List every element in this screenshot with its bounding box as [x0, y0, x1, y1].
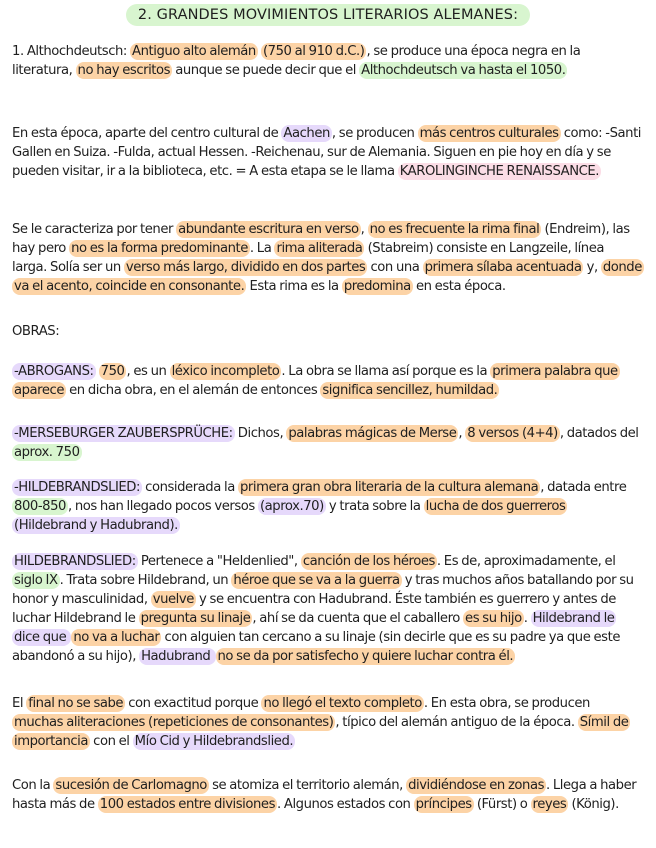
- text-run: . Llega a haber hasta más de: [12, 778, 637, 812]
- text-run: aunque se puede decir que el: [172, 63, 360, 78]
- highlight: no hay escritos: [77, 63, 171, 78]
- text-run: , datada entre: [540, 480, 627, 495]
- highlight: dividiéndose en zonas: [408, 778, 545, 793]
- text-run: , es un: [126, 364, 170, 379]
- text-run: . Trata sobre Hildebrand, un: [59, 573, 232, 588]
- highlight: donde va el acento, coincide en consonante.: [14, 260, 642, 294]
- text-run: Esta rima es la: [246, 279, 342, 294]
- highlight: HILDEBRANDSLIED:: [14, 554, 136, 569]
- highlight: lucha de dos guerreros: [425, 499, 566, 514]
- highlight: primera gran obra literaria de la cultura alemana: [240, 480, 539, 495]
- text-run: . Algunos estados con: [277, 797, 414, 812]
- text-run: , datados del: [559, 426, 639, 441]
- text-run: . La obra se llama así porque es la: [281, 364, 491, 379]
- highlight: Antiguo alto alemán: [132, 44, 256, 59]
- highlight: no se da por satisfecho y quiere luchar contra él.: [217, 649, 514, 664]
- highlight: no es la forma predominante: [71, 241, 248, 256]
- text-run: ,: [458, 426, 466, 441]
- text-run: . Es de, aproximadamente, el: [436, 554, 616, 569]
- highlight: léxico incompleto: [171, 364, 280, 379]
- text-run: considerada la: [142, 480, 238, 495]
- paragraph-althochdeutsch: [12, 42, 642, 80]
- highlight: pregunta su linaje: [140, 611, 251, 626]
- text-run: en dicha obra, en el alemán de entonces: [66, 383, 321, 398]
- text-run: (Fürst) o: [473, 797, 531, 812]
- highlight: no es frecuente la rima final: [369, 222, 540, 237]
- text-run: en esta época.: [412, 279, 506, 294]
- text-run: .: [523, 611, 531, 626]
- text-run: Con la: [12, 778, 54, 793]
- text-run: (König).: [568, 797, 619, 812]
- text-run: con alguien tan cercano a su linaje (sin decirle que es su padre ya que este abandonó a su hijo),: [12, 630, 620, 664]
- highlight: Althochdeutsch va hasta el 1050.: [361, 63, 566, 78]
- highlight: más centros culturales: [419, 126, 559, 141]
- page-title: 2. GRANDES MOVIMIENTOS LITERARIOS ALEMANES:: [126, 4, 530, 26]
- paragraph-final: [12, 694, 642, 751]
- highlight: no va a luchar: [73, 630, 160, 645]
- text-run: . En esta obra, se producen: [423, 696, 590, 711]
- highlight: 750: [100, 364, 125, 379]
- highlight: siglo IX: [14, 573, 58, 588]
- highlight: (750 al 910 d.C.): [262, 44, 365, 59]
- title-row: [0, 4, 656, 26]
- text-run: ,: [360, 222, 368, 237]
- highlight: 8 versos (4+4): [467, 426, 558, 441]
- highlight: -HILDEBRANDSLIED:: [14, 480, 141, 495]
- highlight: 100 estados entre divisiones: [99, 797, 276, 812]
- paragraph-hildebrandslied-intro: [12, 478, 642, 535]
- highlight: Aachen: [283, 126, 330, 141]
- text-run: y se encuentra con Hadubrand. Éste también es guerrero y antes de luchar Hildebrand le: [12, 592, 616, 626]
- text-run: El: [12, 696, 27, 711]
- highlight: muchas aliteraciones (repeticiones de consonantes): [14, 715, 334, 730]
- highlight: es su hijo: [465, 611, 522, 626]
- text-run: con el: [90, 734, 133, 749]
- highlight: Mío Cid y Hildebrandslied.: [134, 734, 294, 749]
- text-run: En esta época, aparte del centro cultural de: [12, 126, 282, 141]
- text-run: Se le caracteriza por tener: [12, 222, 177, 237]
- highlight: canción de los héroes: [302, 554, 435, 569]
- highlight: (aprox.70): [259, 499, 324, 514]
- paragraph-hildebrandslied: [12, 552, 642, 666]
- highlight: rima aliterada: [276, 241, 363, 256]
- highlight: aprox. 750: [14, 445, 80, 460]
- highlight: abundante escritura en verso: [178, 222, 359, 237]
- highlight: Hildebrand le dice que: [14, 611, 615, 645]
- paragraph-carlomagno: [12, 776, 642, 814]
- text-run: 1. Althochdeutsch:: [12, 44, 131, 59]
- highlight: sucesión de Carlomagno: [55, 778, 207, 793]
- text-run: , ahí se da cuenta que el caballero: [252, 611, 464, 626]
- text-run: (Endreim), las hay pero: [12, 222, 630, 256]
- text-run: (Stabreim) consiste en Langzeile, línea larga. Solía ser un: [12, 241, 604, 275]
- text-run: , nos han llegado pocos versos: [67, 499, 258, 514]
- paragraph-merseburger: [12, 424, 642, 462]
- text-run: se atomiza el territorio alemán,: [208, 778, 407, 793]
- highlight: verso más largo, dividido en dos partes: [125, 260, 366, 275]
- text-run: como: -Santi Gallen en Suiza. -Fulda, actual Hessen. -Reichenau, sur de Alemania. Siguen en pie hoy en día y se pueden visitar, ir a la biblioteca, etc. = A esta etapa se le llama: [12, 126, 642, 179]
- text-run: y tras muchos años batallando por su honor y masculinidad,: [12, 573, 634, 607]
- highlight: -MERSEBURGER ZAUBERSPRÜCHE:: [14, 426, 233, 441]
- text-run: , se produce una época negra en la literatura,: [12, 44, 581, 78]
- text-run: con una: [367, 260, 423, 275]
- paragraph-centros-culturales: [12, 124, 642, 181]
- highlight: primera palabra que aparece: [14, 364, 618, 398]
- text-run: , se producen: [331, 126, 418, 141]
- section-heading-obras: OBRAS:: [12, 324, 60, 339]
- highlight: Símil de importancia: [14, 715, 629, 749]
- text-run: , típico del alemán antiguo de la época.: [335, 715, 578, 730]
- highlight: no llegó el texto completo: [263, 696, 422, 711]
- text-run: y,: [583, 260, 601, 275]
- highlight: significa sencillez, humildad.: [322, 383, 498, 398]
- highlight: príncipes: [415, 797, 472, 812]
- highlight: predomina: [343, 279, 411, 294]
- highlight: reyes: [532, 797, 567, 812]
- highlight: Hadubrand: [141, 649, 214, 664]
- highlight: KAROLINGINCHE RENAISSANCE.: [399, 164, 599, 179]
- highlight: final no se sabe: [28, 696, 124, 711]
- highlight: vuelve: [152, 592, 194, 607]
- text-run: y trata sobre la: [325, 499, 424, 514]
- highlight: 800-850: [14, 499, 66, 514]
- highlight: -ABROGANS:: [14, 364, 94, 379]
- paragraph-caracteristicas: [12, 220, 642, 296]
- text-run: Dichos,: [234, 426, 287, 441]
- highlight: (Hildebrand y Hadubrand).: [14, 518, 178, 533]
- highlight: palabras mágicas de Merse: [288, 426, 457, 441]
- paragraph-abrogans: [12, 362, 642, 400]
- text-run: Pertenece a "Heldenlied",: [137, 554, 301, 569]
- text-run: con exactitud porque: [125, 696, 262, 711]
- highlight: primera sílaba acentuada: [424, 260, 582, 275]
- highlight: héroe que se va a la guerra: [233, 573, 400, 588]
- text-run: . La: [249, 241, 275, 256]
